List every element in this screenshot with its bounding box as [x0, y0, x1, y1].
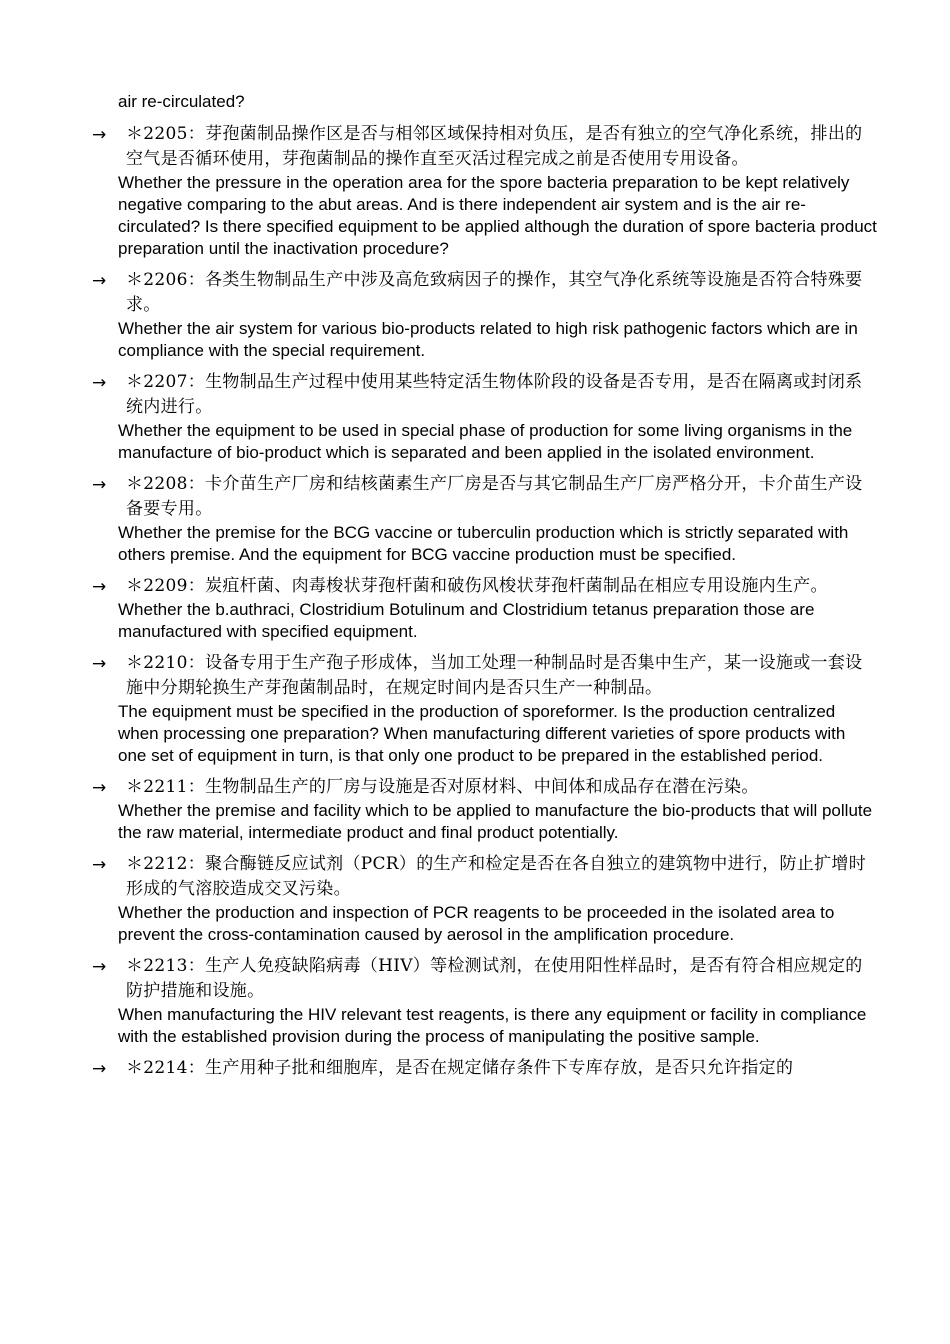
- list-item: [0, 122, 878, 260]
- checklist: [0, 122, 950, 1089]
- item-chinese-text: ＊2209：炭疽杆菌、肉毒梭状芽孢杆菌和破伤风梭状芽孢杆菌制品在相应专用设施内生产。: [126, 576, 828, 596]
- arrow-bullet-icon: →: [92, 1059, 107, 1079]
- item-chinese-text: ＊2206：各类生物制品生产中涉及高危致病因子的操作，其空气净化系统等设施是否符合特殊要求。: [126, 270, 863, 315]
- arrow-bullet-icon: →: [92, 654, 107, 674]
- item-chinese-text: ＊2207：生物制品生产过程中使用某些特定活生物体阶段的设备是否专用，是否在隔离或封闭系统内进行。: [126, 372, 863, 417]
- item-english-text: Whether the pressure in the operation area for the spore bacteria preparation to be kept relatively negative comparing to the abut areas. And is there independent air system and is the air re-circulated? Is there specified equipment to be applied although the duration of spore bacteria product preparation until the inactivation procedure?: [118, 173, 877, 258]
- item-english-text: Whether the b.authraci, Clostridium Botulinum and Clostridium tetanus preparation those are manufactured with specified equipment.: [118, 600, 815, 641]
- item-english-text: Whether the production and inspection of PCR reagents to be proceeded in the isolated area to prevent the cross-contamination caused by aerosol in the amplification procedure.: [118, 903, 835, 944]
- item-english-text: The equipment must be specified in the production of sporeformer. Is the production centralized when processing one preparation? When manufacturing different varieties of spore products with one set of equipment in turn, is that only one product to be prepared in the established period.: [118, 702, 846, 765]
- arrow-bullet-icon: →: [92, 373, 107, 393]
- item-english-text: Whether the equipment to be used in special phase of production for some living organisms in the manufacture of bio-product which is separated and been applied in the isolated environment.: [118, 421, 853, 462]
- item-chinese-text: ＊2211：生物制品生产的厂房与设施是否对原材料、中间体和成品存在潜在污染。: [126, 777, 759, 797]
- list-item: [0, 1056, 878, 1081]
- arrow-bullet-icon: →: [92, 957, 107, 977]
- list-item: [0, 852, 878, 946]
- list-item: [0, 268, 878, 362]
- item-chinese-text: ＊2214：生产用种子批和细胞库，是否在规定储存条件下专库存放，是否只允许指定的: [126, 1058, 794, 1078]
- list-item: [0, 472, 878, 566]
- list-item: [0, 651, 878, 767]
- arrow-bullet-icon: →: [92, 271, 107, 291]
- item-english-text: Whether the premise for the BCG vaccine or tuberculin production which is strictly separated with others premise. And the equipment for BCG vaccine production must be specified.: [118, 523, 849, 564]
- item-english-text: Whether the premise and facility which to be applied to manufacture the bio-products that will pollute the raw material, intermediate product and final product potentially.: [118, 801, 873, 842]
- list-item: [0, 370, 878, 464]
- list-item: [0, 775, 878, 844]
- item-chinese-text: ＊2208：卡介苗生产厂房和结核菌素生产厂房是否与其它制品生产厂房严格分开，卡介苗生产设备要专用。: [126, 474, 863, 519]
- list-item: [0, 954, 878, 1048]
- arrow-bullet-icon: →: [92, 778, 107, 798]
- arrow-bullet-icon: →: [92, 475, 107, 495]
- list-item: [0, 574, 878, 643]
- item-chinese-text: ＊2213：生产人免疫缺陷病毒（HIV）等检测试剂，在使用阳性样品时，是否有符合相应规定的防护措施和设施。: [126, 956, 863, 1001]
- continued-text: air re-circulated?: [118, 92, 245, 111]
- arrow-bullet-icon: →: [92, 125, 107, 145]
- item-english-text: Whether the air system for various bio-products related to high risk pathogenic factors which are in compliance with the special requirement.: [118, 319, 858, 360]
- arrow-bullet-icon: →: [92, 577, 107, 597]
- arrow-bullet-icon: →: [92, 855, 107, 875]
- item-chinese-text: ＊2210：设备专用于生产孢子形成体，当加工处理一种制品时是否集中生产，某一设施或一套设施中分期轮换生产芽孢菌制品时，在规定时间内是否只生产一种制品。: [126, 653, 863, 698]
- item-chinese-text: ＊2212：聚合酶链反应试剂（PCR）的生产和检定是否在各自独立的建筑物中进行，防止扩增时形成的气溶胶造成交叉污染。: [126, 854, 867, 899]
- item-chinese-text: ＊2205：芽孢菌制品操作区是否与相邻区域保持相对负压，是否有独立的空气净化系统，排出的空气是否循环使用，芽孢菌制品的操作直至灭活过程完成之前是否使用专用设备。: [126, 124, 863, 169]
- item-english-text: When manufacturing the HIV relevant test reagents, is there any equipment or facility in compliance with the established provision during the process of manipulating the positive sample.: [118, 1005, 867, 1046]
